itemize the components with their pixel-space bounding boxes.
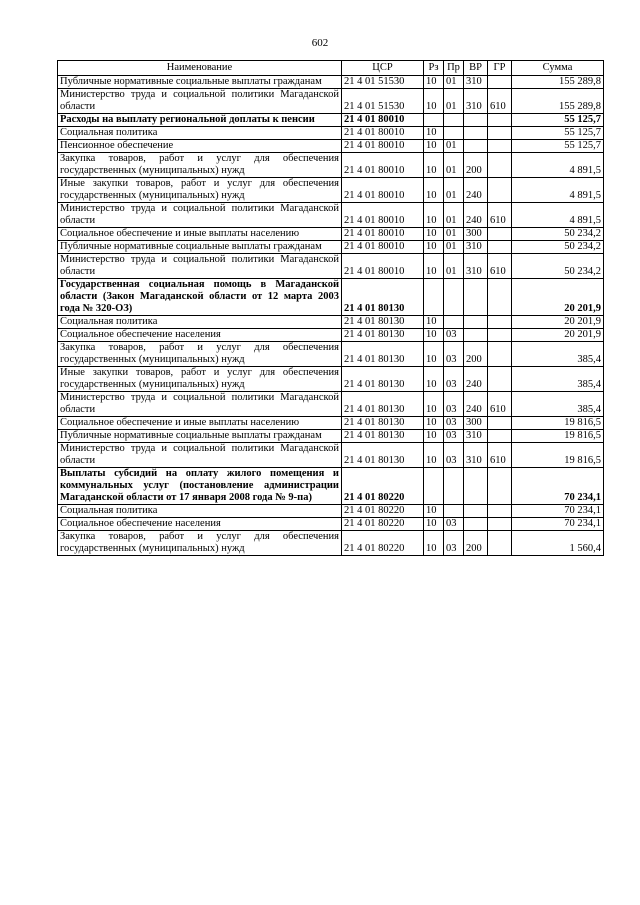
table-row xyxy=(58,203,604,228)
cell-sum: 55 125,7 xyxy=(512,140,604,153)
cell-vr xyxy=(464,127,488,140)
cell-name: Публичные нормативные социальные выплаты гражданам xyxy=(58,76,342,89)
table-row xyxy=(58,329,604,342)
table-body xyxy=(58,76,604,556)
cell-rz: 10 xyxy=(424,228,444,241)
cell-sum: 55 125,7 xyxy=(512,114,604,127)
header-vr: ВР xyxy=(464,61,488,76)
table-row xyxy=(58,178,604,203)
table-row xyxy=(58,342,604,367)
cell-sum: 70 234,1 xyxy=(512,505,604,518)
table-row xyxy=(58,228,604,241)
cell-sum: 50 234,2 xyxy=(512,254,604,279)
cell-gr xyxy=(488,518,512,531)
cell-name: Социальная политика xyxy=(58,505,342,518)
cell-pr xyxy=(444,316,464,329)
cell-sum: 20 201,9 xyxy=(512,329,604,342)
cell-gr xyxy=(488,342,512,367)
cell-rz: 10 xyxy=(424,254,444,279)
header-sum: Сумма xyxy=(512,61,604,76)
cell-rz xyxy=(424,468,444,505)
cell-vr: 310 xyxy=(464,241,488,254)
cell-rz: 10 xyxy=(424,127,444,140)
cell-rz: 10 xyxy=(424,392,444,417)
cell-sum: 20 201,9 xyxy=(512,316,604,329)
table-row xyxy=(58,89,604,114)
cell-sum: 4 891,5 xyxy=(512,153,604,178)
table-row xyxy=(58,279,604,316)
cell-rz xyxy=(424,114,444,127)
table-row xyxy=(58,367,604,392)
cell-csr: 21 4 01 80130 xyxy=(342,443,424,468)
cell-vr: 310 xyxy=(464,430,488,443)
cell-name: Расходы на выплату региональной доплаты к пенсии xyxy=(58,114,342,127)
cell-rz: 10 xyxy=(424,505,444,518)
cell-csr: 21 4 01 80130 xyxy=(342,417,424,430)
cell-gr: 610 xyxy=(488,89,512,114)
cell-pr xyxy=(444,505,464,518)
table-header-row xyxy=(58,61,604,76)
cell-gr xyxy=(488,316,512,329)
cell-sum: 155 289,8 xyxy=(512,89,604,114)
cell-pr: 03 xyxy=(444,342,464,367)
cell-sum: 19 816,5 xyxy=(512,443,604,468)
cell-vr xyxy=(464,316,488,329)
cell-vr: 200 xyxy=(464,531,488,556)
cell-rz: 10 xyxy=(424,417,444,430)
cell-csr: 21 4 01 80220 xyxy=(342,468,424,505)
cell-name: Социальное обеспечение населения xyxy=(58,518,342,531)
cell-pr: 01 xyxy=(444,178,464,203)
cell-sum: 385,4 xyxy=(512,342,604,367)
cell-pr: 03 xyxy=(444,392,464,417)
cell-vr: 300 xyxy=(464,228,488,241)
cell-gr: 610 xyxy=(488,254,512,279)
cell-rz: 10 xyxy=(424,342,444,367)
cell-name: Закупка товаров, работ и услуг для обеспечения государственных (муниципальных) нужд xyxy=(58,342,342,367)
cell-gr xyxy=(488,417,512,430)
cell-gr xyxy=(488,140,512,153)
cell-vr xyxy=(464,279,488,316)
cell-csr: 21 4 01 80010 xyxy=(342,203,424,228)
cell-vr: 240 xyxy=(464,392,488,417)
cell-name: Выплаты субсидий на оплату жилого помещения и коммунальных услуг (постановление администрации Магаданской области от 17 января 2008 года № 9-па) xyxy=(58,468,342,505)
cell-pr xyxy=(444,127,464,140)
cell-vr: 240 xyxy=(464,178,488,203)
cell-vr xyxy=(464,468,488,505)
cell-vr xyxy=(464,140,488,153)
cell-gr: 610 xyxy=(488,443,512,468)
table-row xyxy=(58,241,604,254)
cell-csr: 21 4 01 80010 xyxy=(342,254,424,279)
cell-rz: 10 xyxy=(424,89,444,114)
cell-gr xyxy=(488,241,512,254)
cell-csr: 21 4 01 80220 xyxy=(342,531,424,556)
cell-pr: 03 xyxy=(444,531,464,556)
cell-rz: 10 xyxy=(424,329,444,342)
cell-gr xyxy=(488,531,512,556)
cell-pr xyxy=(444,468,464,505)
cell-gr xyxy=(488,430,512,443)
cell-name: Пенсионное обеспечение xyxy=(58,140,342,153)
cell-vr: 310 xyxy=(464,76,488,89)
cell-vr: 200 xyxy=(464,342,488,367)
cell-sum: 50 234,2 xyxy=(512,241,604,254)
cell-name: Закупка товаров, работ и услуг для обеспечения государственных (муниципальных) нужд xyxy=(58,153,342,178)
cell-csr: 21 4 01 80010 xyxy=(342,228,424,241)
cell-rz: 10 xyxy=(424,531,444,556)
cell-pr: 03 xyxy=(444,430,464,443)
cell-vr xyxy=(464,329,488,342)
cell-gr xyxy=(488,178,512,203)
cell-pr: 01 xyxy=(444,228,464,241)
cell-csr: 21 4 01 80130 xyxy=(342,430,424,443)
cell-name: Министерство труда и социальной политики Магаданской области xyxy=(58,443,342,468)
cell-csr: 21 4 01 80010 xyxy=(342,241,424,254)
cell-pr: 01 xyxy=(444,153,464,178)
cell-rz xyxy=(424,279,444,316)
cell-name: Социальное обеспечение населения xyxy=(58,329,342,342)
cell-pr: 03 xyxy=(444,367,464,392)
cell-gr xyxy=(488,468,512,505)
cell-pr: 01 xyxy=(444,76,464,89)
table-row xyxy=(58,76,604,89)
cell-name: Министерство труда и социальной политики Магаданской области xyxy=(58,89,342,114)
table-row xyxy=(58,140,604,153)
cell-vr xyxy=(464,505,488,518)
cell-sum: 70 234,1 xyxy=(512,468,604,505)
cell-csr: 21 4 01 80010 xyxy=(342,153,424,178)
cell-sum: 1 560,4 xyxy=(512,531,604,556)
cell-sum: 19 816,5 xyxy=(512,430,604,443)
header-csr: ЦСР xyxy=(342,61,424,76)
cell-gr xyxy=(488,228,512,241)
header-gr: ГР xyxy=(488,61,512,76)
cell-csr: 21 4 01 80130 xyxy=(342,329,424,342)
cell-sum: 50 234,2 xyxy=(512,228,604,241)
cell-name: Публичные нормативные социальные выплаты гражданам xyxy=(58,241,342,254)
table-row xyxy=(58,417,604,430)
cell-rz: 10 xyxy=(424,430,444,443)
cell-name: Публичные нормативные социальные выплаты гражданам xyxy=(58,430,342,443)
cell-vr: 300 xyxy=(464,417,488,430)
cell-sum: 4 891,5 xyxy=(512,178,604,203)
table-row xyxy=(58,392,604,417)
cell-sum: 20 201,9 xyxy=(512,279,604,316)
cell-gr xyxy=(488,114,512,127)
table-row xyxy=(58,254,604,279)
cell-vr: 310 xyxy=(464,443,488,468)
header-pr: Пр xyxy=(444,61,464,76)
cell-csr: 21 4 01 80010 xyxy=(342,114,424,127)
cell-vr: 200 xyxy=(464,153,488,178)
cell-name: Социальное обеспечение и иные выплаты населению xyxy=(58,228,342,241)
cell-gr xyxy=(488,505,512,518)
cell-gr xyxy=(488,127,512,140)
cell-vr: 310 xyxy=(464,254,488,279)
cell-csr: 21 4 01 80010 xyxy=(342,127,424,140)
cell-csr: 21 4 01 80130 xyxy=(342,367,424,392)
table-row xyxy=(58,443,604,468)
cell-name: Иные закупки товаров, работ и услуг для обеспечения государственных (муниципальных) нужд xyxy=(58,367,342,392)
cell-csr: 21 4 01 80010 xyxy=(342,178,424,203)
cell-rz: 10 xyxy=(424,241,444,254)
table-row xyxy=(58,531,604,556)
cell-vr: 310 xyxy=(464,89,488,114)
cell-pr xyxy=(444,114,464,127)
cell-pr: 03 xyxy=(444,518,464,531)
cell-name: Иные закупки товаров, работ и услуг для обеспечения государственных (муниципальных) нужд xyxy=(58,178,342,203)
cell-rz: 10 xyxy=(424,76,444,89)
header-rz: Рз xyxy=(424,61,444,76)
cell-sum: 4 891,5 xyxy=(512,203,604,228)
cell-pr: 01 xyxy=(444,140,464,153)
budget-table xyxy=(57,60,604,556)
cell-rz: 10 xyxy=(424,316,444,329)
cell-sum: 385,4 xyxy=(512,367,604,392)
cell-rz: 10 xyxy=(424,153,444,178)
cell-name: Государственная социальная помощь в Магаданской области (Закон Магаданской области от 12 марта 2003 года № 320-ОЗ) xyxy=(58,279,342,316)
cell-rz: 10 xyxy=(424,518,444,531)
cell-name: Министерство труда и социальной политики Магаданской области xyxy=(58,392,342,417)
table-row xyxy=(58,505,604,518)
cell-sum: 55 125,7 xyxy=(512,127,604,140)
cell-pr: 01 xyxy=(444,241,464,254)
cell-sum: 70 234,1 xyxy=(512,518,604,531)
table-row xyxy=(58,518,604,531)
table-row xyxy=(58,153,604,178)
cell-gr xyxy=(488,153,512,178)
cell-gr: 610 xyxy=(488,203,512,228)
cell-vr: 240 xyxy=(464,367,488,392)
cell-pr: 03 xyxy=(444,417,464,430)
cell-csr: 21 4 01 80130 xyxy=(342,342,424,367)
cell-rz: 10 xyxy=(424,140,444,153)
cell-csr: 21 4 01 80220 xyxy=(342,518,424,531)
cell-rz: 10 xyxy=(424,443,444,468)
cell-pr: 01 xyxy=(444,89,464,114)
cell-rz: 10 xyxy=(424,178,444,203)
cell-pr: 03 xyxy=(444,443,464,468)
cell-csr: 21 4 01 80010 xyxy=(342,140,424,153)
cell-csr: 21 4 01 51530 xyxy=(342,76,424,89)
page-number: 602 xyxy=(311,37,329,49)
cell-name: Министерство труда и социальной политики Магаданской области xyxy=(58,254,342,279)
cell-sum: 155 289,8 xyxy=(512,76,604,89)
cell-csr: 21 4 01 80130 xyxy=(342,279,424,316)
cell-gr xyxy=(488,279,512,316)
cell-vr: 240 xyxy=(464,203,488,228)
cell-pr: 01 xyxy=(444,254,464,279)
cell-gr xyxy=(488,329,512,342)
cell-vr xyxy=(464,114,488,127)
cell-name: Социальная политика xyxy=(58,127,342,140)
table-row xyxy=(58,430,604,443)
table-row xyxy=(58,114,604,127)
cell-csr: 21 4 01 80130 xyxy=(342,316,424,329)
table-row xyxy=(58,468,604,505)
cell-sum: 385,4 xyxy=(512,392,604,417)
cell-csr: 21 4 01 80220 xyxy=(342,505,424,518)
cell-pr: 01 xyxy=(444,203,464,228)
cell-vr xyxy=(464,518,488,531)
cell-name: Министерство труда и социальной политики Магаданской области xyxy=(58,203,342,228)
cell-gr xyxy=(488,367,512,392)
table-row xyxy=(58,127,604,140)
cell-gr xyxy=(488,76,512,89)
cell-pr xyxy=(444,279,464,316)
cell-name: Социальное обеспечение и иные выплаты населению xyxy=(58,417,342,430)
cell-rz: 10 xyxy=(424,203,444,228)
header-name: Наименование xyxy=(58,61,342,76)
table-row xyxy=(58,316,604,329)
cell-pr: 03 xyxy=(444,329,464,342)
cell-sum: 19 816,5 xyxy=(512,417,604,430)
cell-name: Социальная политика xyxy=(58,316,342,329)
cell-csr: 21 4 01 51530 xyxy=(342,89,424,114)
cell-csr: 21 4 01 80130 xyxy=(342,392,424,417)
cell-gr: 610 xyxy=(488,392,512,417)
cell-rz: 10 xyxy=(424,367,444,392)
cell-name: Закупка товаров, работ и услуг для обеспечения государственных (муниципальных) нужд xyxy=(58,531,342,556)
